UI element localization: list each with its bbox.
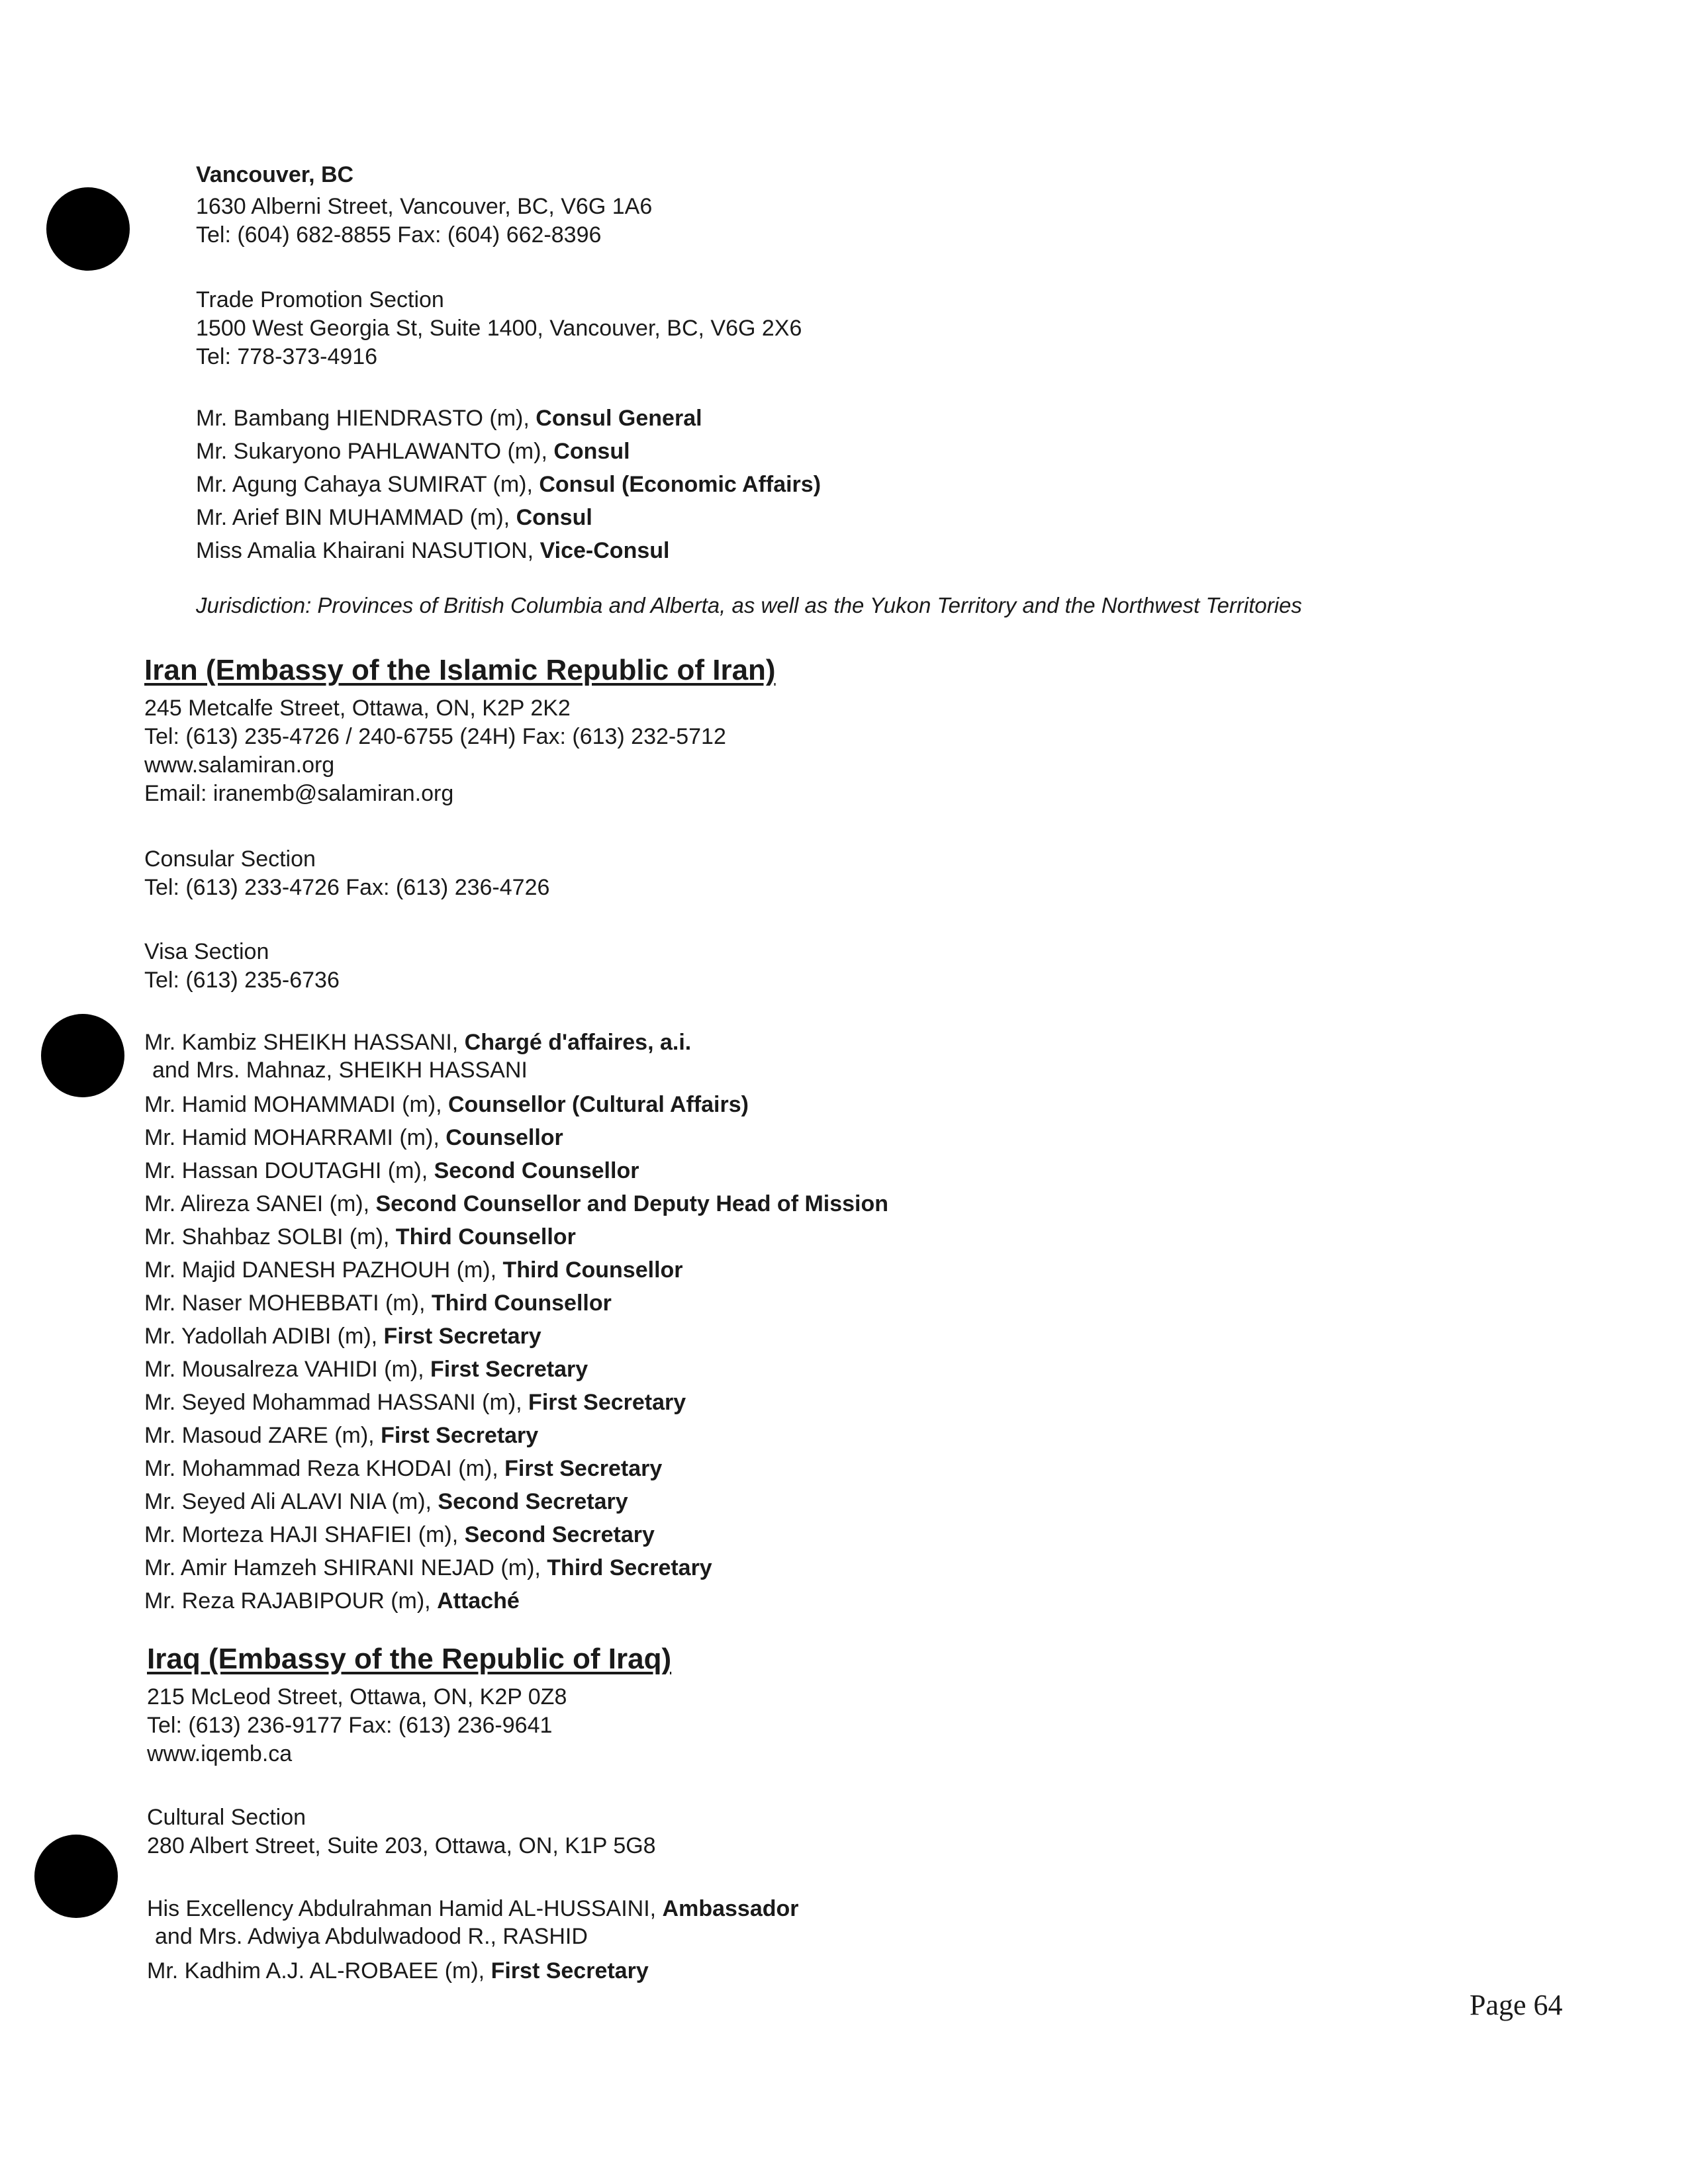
jurisdiction-note: Jurisdiction: Provinces of British Columbia and Alberta, as well as the Yukon Territory and the Northwest Territories xyxy=(196,593,1302,617)
staff-name: Miss Amalia Khairani NASUTION, xyxy=(196,538,540,563)
staff-name: Mr. Mousalreza VAHIDI (m), xyxy=(144,1357,430,1382)
staff-title: Ambassador xyxy=(662,1896,799,1921)
staff-title: Second Secretary xyxy=(438,1489,628,1514)
staff-name: Mr. Hassan DOUTAGHI (m), xyxy=(144,1158,434,1183)
trade-section-title: Trade Promotion Section xyxy=(196,287,444,312)
punch-hole-1 xyxy=(46,187,130,271)
punch-hole-3 xyxy=(34,1835,118,1918)
staff-title: First Secretary xyxy=(383,1324,541,1349)
staff-name: Mr. Kadhim A.J. AL-ROBAEE (m), xyxy=(147,1958,491,1983)
staff-title: First Secretary xyxy=(504,1456,663,1481)
staff-name: Mr. Masoud ZARE (m), xyxy=(144,1423,381,1448)
staff-entry xyxy=(144,1091,749,1118)
consular-section-phone: Tel: (613) 233-4726 Fax: (613) 236-4726 xyxy=(144,875,550,900)
staff-title: Attaché xyxy=(437,1588,520,1614)
staff-entry xyxy=(196,471,821,498)
staff-entry xyxy=(144,1356,588,1383)
staff-entry xyxy=(144,1290,612,1316)
staff-entry xyxy=(144,1588,520,1614)
cultural-section-address: 280 Albert Street, Suite 203, Ottawa, ON, K1P 5G8 xyxy=(147,1833,656,1858)
staff-entry xyxy=(144,1522,655,1548)
staff-title: Counsellor (Cultural Affairs) xyxy=(447,1092,749,1117)
staff-entry xyxy=(144,1555,712,1581)
staff-name: Mr. Morteza HAJI SHAFIEI (m), xyxy=(144,1522,465,1547)
staff-entry xyxy=(144,1323,541,1349)
visa-section-phone: Tel: (613) 235-6736 xyxy=(144,968,340,993)
staff-entry xyxy=(144,1158,639,1184)
staff-name: Mr. Hamid MOHARRAMI (m), xyxy=(144,1125,446,1150)
staff-title: Consul xyxy=(516,505,592,530)
staff-title: Second Counsellor xyxy=(434,1158,639,1183)
phone-fax: Tel: (604) 682-8855 Fax: (604) 662-8396 xyxy=(196,222,602,248)
staff-name: Mr. Naser MOHEBBATI (m), xyxy=(144,1291,432,1316)
staff-entry xyxy=(144,1422,538,1449)
address: 215 McLeod Street, Ottawa, ON, K2P 0Z8 xyxy=(147,1684,567,1709)
staff-title: Second Secretary xyxy=(464,1522,655,1547)
staff-name: Mr. Alireza SANEI (m), xyxy=(144,1191,376,1216)
staff-title: First Secretary xyxy=(528,1390,686,1415)
staff-title: Chargé d'affaires, a.i. xyxy=(464,1030,692,1055)
address: 245 Metcalfe Street, Ottawa, ON, K2P 2K2 xyxy=(144,696,571,721)
staff-title: Second Counsellor and Deputy Head of Mission xyxy=(375,1191,889,1216)
staff-entry xyxy=(144,1124,563,1151)
staff-name: Mr. Seyed Ali ALAVI NIA (m), xyxy=(144,1489,438,1514)
address: 1630 Alberni Street, Vancouver, BC, V6G 1A6 xyxy=(196,194,653,219)
phone-fax: Tel: (613) 235-4726 / 240-6755 (24H) Fax: (613) 232-5712 xyxy=(144,724,726,749)
embassy-heading: Iraq (Embassy of the Republic of Iraq) xyxy=(147,1643,672,1675)
spouse-line: and Mrs. Adwiya Abdulwadood R., RASHID xyxy=(155,1924,588,1949)
staff-name: Mr. Hamid MOHAMMADI (m), xyxy=(144,1092,448,1117)
staff-title: Third Counsellor xyxy=(395,1224,576,1250)
staff-name: Mr. Reza RAJABIPOUR (m), xyxy=(144,1588,438,1614)
staff-entry xyxy=(144,1389,686,1416)
staff-name: Mr. Agung Cahaya SUMIRAT (m), xyxy=(196,472,539,497)
email-link[interactable]: Email: iranemb@salamiran.org xyxy=(144,781,454,806)
trade-section-phone: Tel: 778-373-4916 xyxy=(196,344,378,369)
visa-section-title: Visa Section xyxy=(144,939,269,964)
website-link[interactable]: www.iqemb.ca xyxy=(147,1741,293,1766)
trade-section-address: 1500 West Georgia St, Suite 1400, Vancouver, BC, V6G 2X6 xyxy=(196,316,802,341)
head-of-mission xyxy=(147,1895,799,1922)
staff-title: First Secretary xyxy=(491,1958,649,1983)
staff-title: Third Counsellor xyxy=(431,1291,612,1316)
staff-title: Consul General xyxy=(536,406,702,431)
staff-entry xyxy=(144,1224,576,1250)
staff-name: Mr. Mohammad Reza KHODAI (m), xyxy=(144,1456,505,1481)
staff-name: Mr. Yadollah ADIBI (m), xyxy=(144,1324,384,1349)
city-name: Vancouver, BC xyxy=(196,162,354,187)
staff-name: Mr. Shahbaz SOLBI (m), xyxy=(144,1224,396,1250)
staff-name: Mr. Bambang HIENDRASTO (m), xyxy=(196,406,536,431)
cultural-section-title: Cultural Section xyxy=(147,1805,306,1830)
staff-name: Mr. Seyed Mohammad HASSANI (m), xyxy=(144,1390,529,1415)
website-link[interactable]: www.salamiran.org xyxy=(144,752,335,778)
consular-section-title: Consular Section xyxy=(144,846,316,872)
staff-entry xyxy=(144,1257,683,1283)
staff-name: Mr. Arief BIN MUHAMMAD (m), xyxy=(196,505,516,530)
staff-title: First Secretary xyxy=(381,1423,539,1448)
staff-entry xyxy=(147,1958,649,1984)
staff-entry xyxy=(196,537,669,564)
staff-entry xyxy=(196,405,702,432)
staff-name: Mr. Amir Hamzeh SHIRANI NEJAD (m), xyxy=(144,1555,547,1580)
staff-entry xyxy=(144,1488,628,1515)
staff-name: Mr. Majid DANESH PAZHOUH (m), xyxy=(144,1257,503,1283)
staff-entry xyxy=(196,504,592,531)
phone-fax: Tel: (613) 236-9177 Fax: (613) 236-9641 xyxy=(147,1713,553,1738)
staff-title: Third Secretary xyxy=(547,1555,712,1580)
staff-title: Consul (Economic Affairs) xyxy=(539,472,821,497)
staff-entry xyxy=(144,1455,662,1482)
staff-name: His Excellency Abdulrahman Hamid AL-HUSSAINI, xyxy=(147,1896,663,1921)
staff-title: Consul xyxy=(553,439,630,464)
staff-entry xyxy=(196,438,630,465)
staff-name: Mr. Kambiz SHEIKH HASSANI, xyxy=(144,1030,465,1055)
staff-entry xyxy=(144,1191,888,1217)
head-of-mission xyxy=(144,1029,691,1056)
staff-title: Vice-Consul xyxy=(539,538,670,563)
staff-title: First Secretary xyxy=(430,1357,588,1382)
punch-hole-2 xyxy=(41,1014,124,1097)
page-number: Page 64 xyxy=(1470,1989,1563,2021)
staff-name: Mr. Sukaryono PAHLAWANTO (m), xyxy=(196,439,554,464)
embassy-heading: Iran (Embassy of the Islamic Republic of Iran) xyxy=(144,654,776,686)
staff-title: Third Counsellor xyxy=(502,1257,683,1283)
staff-title: Counsellor xyxy=(445,1125,563,1150)
spouse-line: and Mrs. Mahnaz, SHEIKH HASSANI xyxy=(152,1058,528,1083)
